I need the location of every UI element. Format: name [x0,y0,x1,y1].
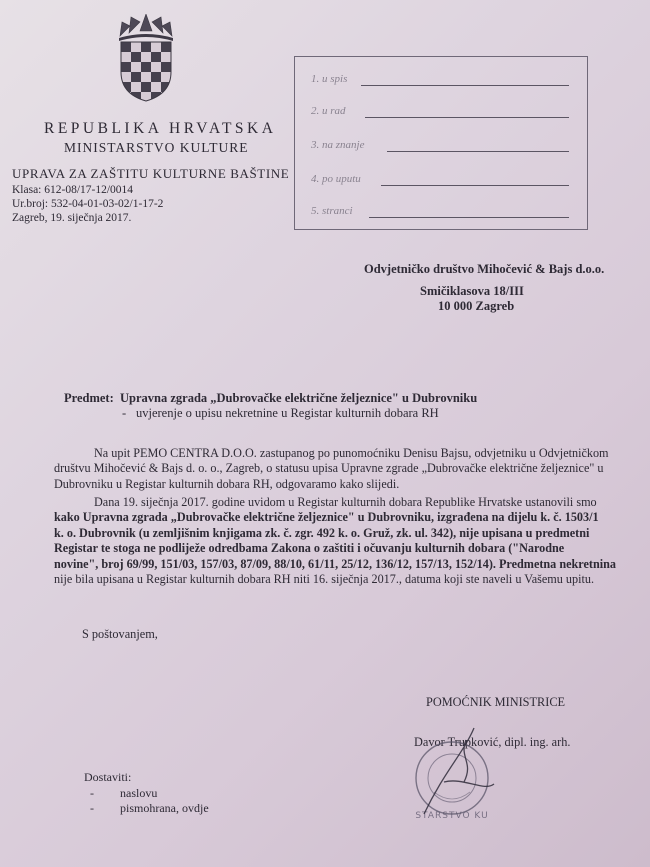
recipient-city: 10 000 Zagreb [438,299,515,313]
header-directorate: UPRAVA ZA ZAŠTITU KULTURNE BAŠTINE [12,166,290,181]
distribution-item: naslovu [120,786,158,800]
header-country: REPUBLIKA HRVATSKA [44,120,277,137]
subject-title: Upravna zgrada „Dubrovačke električne željeznice" u Dubrovniku [120,391,478,405]
text-line: društvu Mihočević & Bajs d. o. o., Zagreb, o statusu upisa Upravne zgrade „Dubrovačke električne željeznice" u [54,461,604,476]
text-line: kako Upravna zgrada „Dubrovačke električne željeznice" u Dubrovniku, izgrađena na dijelu k. č. 1503/1 [54,510,599,525]
routing-line: 3. na znanje [311,135,569,153]
subject-label: Predmet: [64,391,114,405]
distribution-item: pismohrana, ovdje [120,801,209,815]
distribution-dash: - [90,801,94,815]
subject-detail: uvjerenje o upisu nekretnine u Registar kulturnih dobara RH [136,406,439,420]
header-place-date: Zagreb, 19. siječnja 2017. [12,212,132,224]
text-line: nije bila upisana u Registar kulturnih dobara RH niti 16. siječnja 2017., datuma koji ste naveli u Vašemu upitu. [54,572,594,587]
coat-of-arms-icon [116,14,176,102]
routing-box [294,56,588,230]
header-urbroj: Ur.broj: 532-04-01-03-02/1-17-2 [12,198,164,210]
header-klasa: Klasa: 612-08/17-12/0014 [12,184,134,196]
subject-dash: - [122,406,127,420]
distribution-dash: - [90,786,94,800]
header-ministry: MINISTARSTVO KULTURE [64,140,249,155]
routing-line: 4. po uputu [311,169,569,187]
recipient-street: Smičiklasova 18/III [420,284,524,298]
text-line: k. o. Dubrovnik (u zemljišnim knjigama zk. č. zgr. 492 k. o. Gruž, zk. ul. 342), nije upisana u predmetni [54,525,590,540]
closing-salutation: S poštovanjem, [82,627,158,641]
svg-text:STARSTVO KU: STARSTVO KU [415,811,489,821]
signature-title: POMOĆNIK MINISTRICE [426,695,566,709]
text-line: Na upit PEMO CENTRA D.O.O. zastupanog po punomoćniku Denisu Bajsu, odvjetniku u Odvjetničkom [94,446,609,460]
routing-line: 5. stranci [311,201,569,219]
text-line: Dana 19. siječnja 2017. godine uvidom u Registar kulturnih dobara Republike Hrvatske ustanovili smo [94,495,597,509]
official-stamp-icon [404,722,500,822]
body-paragraph-1 [54,446,639,492]
routing-line: 2. u rad [311,101,569,119]
signature-name: Davor Trupković, dipl. ing. arh. [414,735,571,749]
body-paragraph-2 [54,495,639,587]
distribution-label: Dostaviti: [84,770,132,784]
text-line: Dubrovniku u Registar kulturnih dobara RH, odgovaramo kako slijedi. [54,476,400,491]
recipient-name: Odvjetničko društvo Mihočević & Bajs d.o.o. [364,262,605,276]
routing-line: 1. u spis [311,69,569,87]
text-line: novine", broj 69/99, 151/03, 157/03, 87/09, 88/10, 61/11, 25/12, 136/12, 157/13, 152/14). Predmetna nekretnina [54,556,616,571]
text-line: Registar te stoga ne podliježe odredbama Zakona o zaštiti i očuvanju kulturnih dobara ("Narodne [54,541,565,556]
